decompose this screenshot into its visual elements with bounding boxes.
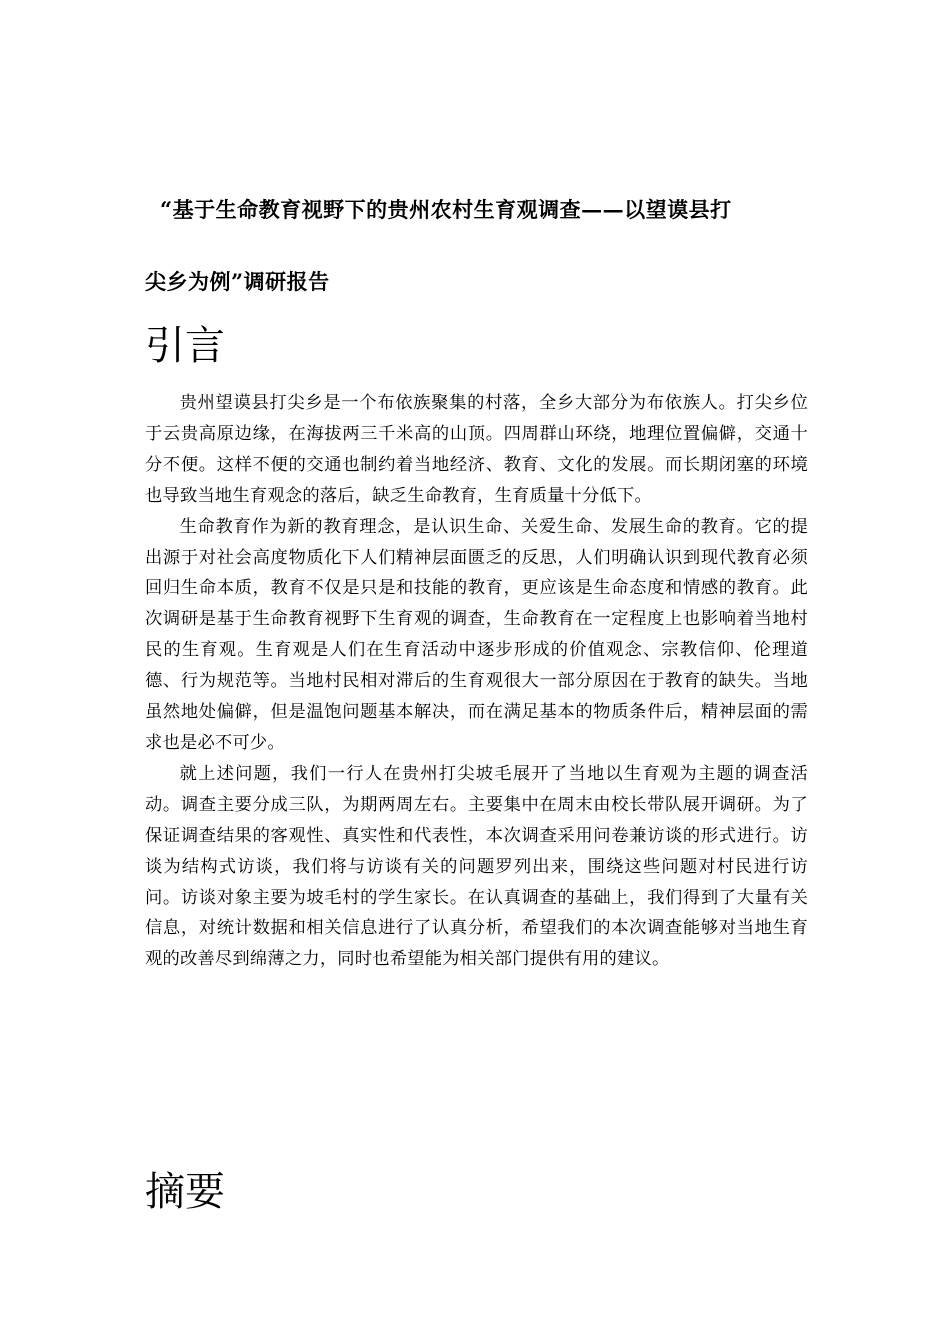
section-heading-abstract: 摘要 <box>145 1169 225 1215</box>
report-title-line-1: “基于生命教育视野下的贵州农村生育观调查——以望谟县打 <box>160 197 732 222</box>
introduction-body <box>145 388 808 975</box>
paragraph-2: 生命教育作为新的教育理念，是认识生命、关爱生命、发展生命的教育。它的提出源于对社会高度物质化下人们精神层面匮乏的反思，人们明确认识到现代教育必须回归生命本质，教育不仅是只是和技能的教育，更应该是生命态度和情感的教育。此次调研是基于生命教育视野下生育观的调查，生命教育在一定程度上也影响着当地村民的生育观。生育观是人们在生育活动中逐步形成的价值观念、宗教信仰、伦理道德、行为规范等。当地村民相对滞后的生育观很大一部分原因在于教育的缺失。当地虽然地处偏僻，但是温饱问题基本解决，而在满足基本的物质条件后，精神层面的需求也是必不可少。 <box>145 516 808 753</box>
report-title-line-2: 尖乡为例”调研报告 <box>145 269 330 294</box>
section-heading-introduction: 引言 <box>145 323 225 369</box>
paragraph-1: 贵州望谟县打尖乡是一个布依族聚集的村落，全乡大部分为布依族人。打尖乡位于云贵高原边缘，在海拔两三千米高的山顶。四周群山环绕，地理位置偏僻，交通十分不便。这样不便的交通也制约着当地经济、教育、文化的发展。而长期闭塞的环境也导致当地生育观念的落后，缺乏生命教育，生育质量十分低下。 <box>145 393 808 506</box>
paragraph-3: 就上述问题，我们一行人在贵州打尖坡毛展开了当地以生育观为主题的调查活动。调查主要分成三队，为期两周左右。主要集中在周末由校长带队展开调研。为了保证调查结果的客观性、真实性和代表性，本次调查采用问卷兼访谈的形式进行。访谈为结构式访谈，我们将与访谈有关的问题罗列出来，围绕这些问题对村民进行访问。访谈对象主要为坡毛村的学生家长。在认真调查的基础上，我们得到了大量有关信息，对统计数据和相关信息进行了认真分析，希望我们的本次调查能够对当地生育观的改善尽到绵薄之力，同时也希望能为相关部门提供有用的建议。 <box>145 763 808 970</box>
